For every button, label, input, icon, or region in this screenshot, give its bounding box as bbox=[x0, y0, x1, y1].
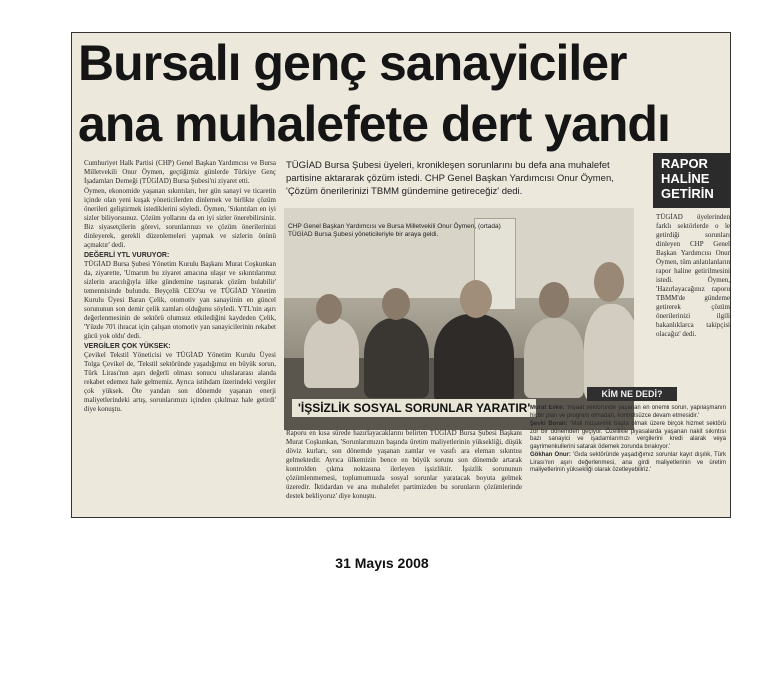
article-subheading: DEĞERLİ YTL VURUYOR: bbox=[84, 252, 170, 259]
quote-text: 'Mali müşavirlik başta olmak üzere birçok hizmet sektörü zor bir dönemden geçiyor. Özellikle piyasalarda yaşanan nakit sıkıntısı bazı sanayici ve işadamlarımızı vergilerini kredi alarak veya gayrimenkullerini satarak ödemek zorunda bırakıyor.' bbox=[530, 421, 726, 450]
article-lead: TÜGİAD Bursa Şubesi üyeleri, kronikleşen sorunlarını bu defa ana muhalefet partisine aktararak çözüm istedi. CHP Genel Başkan Yardımcısı Onur Öymen, 'Çözüm önerilerinizi TBMM gündemine getireceğiz' dedi. bbox=[286, 160, 614, 197]
photo-person bbox=[364, 318, 429, 398]
rapor-line-3: GETİRİN bbox=[661, 186, 714, 201]
photo-head bbox=[460, 280, 492, 318]
newspaper-clipping bbox=[71, 32, 731, 518]
quote-speaker: Murat Evke: bbox=[530, 405, 565, 411]
photo-wall bbox=[284, 208, 634, 298]
article-paragraph: TÜGİAD Bursa Şubesi Yönetim Kurulu Başkanı Murat Coşkunkan da, ziyarette, 'Umarım bu ziyaret amacına ulaşır ve sıkıntılarımız sizlerin aracılığıyla ülke gündemine taşınarak çözüm bulabilir' temennisinde bulundu. Beyçelik CEO'su ve TÜGİAD Yönetim Kurulu Üyesi Baran Çelik, otomotiv yan sanayiinin en güncel sorununun son demir çelik zamları olduğunu söyledi. YTL'nin aşırı değerlenmesinin de sektörü olumsuz etkilediğini kaydeden Çelik, 'Yüzde 70'i ihracat için çalışan otomotiv yan sanayicilerinin rekabet gücü yok oldu' dedi. bbox=[84, 260, 276, 340]
quote-text: 'İnşaat sektöründe yaşanan en önemli sorun, yapılaşmanın hiçbir plan ve program olmadan, kontrolsüzce devam etmesidir.' bbox=[530, 405, 726, 419]
kim-ne-dedi-title: KİM NE DEDİ? bbox=[587, 387, 677, 401]
quote-speaker: Şevki Boran: bbox=[530, 421, 568, 427]
photo-person bbox=[304, 318, 359, 388]
quote-text: 'Gıda sektöründe yaşadığımız sorunlar kayıt dışılık, Türk Lirası'nın aşırı değerlenmesi, ana girdi maliyetlerinin ve üretim maliyetlerinin yüksekliği olarak özetleyebiliriz.' bbox=[530, 452, 726, 473]
quote-item bbox=[530, 452, 726, 475]
pull-quote: 'İŞSİZLİK SOSYAL SORUNLAR YARATIR' bbox=[292, 399, 536, 417]
rapor-line-1: RAPOR bbox=[661, 156, 708, 171]
quote-item bbox=[530, 421, 726, 451]
photo-person bbox=[584, 304, 634, 400]
news-photo bbox=[284, 208, 634, 430]
photo-head bbox=[594, 262, 624, 302]
rapor-line-2: HALİNE bbox=[661, 171, 710, 186]
kim-ne-dedi-box bbox=[530, 405, 726, 513]
article-mid-column: Raporu en kısa sürede hazırlayacaklarını belirten TÜGİAD Bursa Şubesi Başkanı Murat Coşkunkan, 'Sorunlarımızın başında üretim maliyetlerinin yüksekliği, düşük döviz kurları, son dönemde yaşanan zamlar ve vasıfı ara eleman sıkıntısı gelmektedir. Ayrıca ülkemizin bence en büyük sorunu son dönemde artarak kontrolden çıkma noktasına ilerleyen işsizliktir. İşsizlik sorununun çözümlenmemesi, toplumumuzda sosyal sorunlar yaratacak boyuta gelmek üzeredir. İktidardan ve ana muhalefet partimizden bu sorunların çözümlerinde destek bekliyoruz' diye konuştu. bbox=[286, 429, 522, 500]
photo-caption: CHP Genel Başkan Yardımcısı ve Bursa Milletvekili Onur Öymen, (ortada) TÜGİAD Bursa Şubesi yöneticileriyle bir araya geldi. bbox=[288, 223, 501, 238]
article-paragraph: Öymen, ekonomide yaşanan sıkıntıları, her gün sanayi ve ticaretin içinde olan yeni kuşak yöneticilerden dinlemek ve birlikte çözüm önerileri geliştirmek istediklerini söyledi. Öymen, 'Sıkıntıları en iyi sizler biliyorsunuz. Çözüm yollarını da en iyi sizler önerebilirsiniz. Biz siyasetçilerin görevi, sorunlarınızı ve çözüm önerilerinizi dinleyerek, gerekli düzenlemeleri yapmak ve sizlerin önünü açmaktır' dedi. bbox=[84, 187, 276, 249]
rapor-box bbox=[653, 153, 731, 208]
photo-head bbox=[539, 282, 569, 318]
headline-line-1: Bursalı genç sanayiciler bbox=[78, 35, 627, 91]
article-paragraph: Çevikel Tekstil Yöneticisi ve TÜGİAD Yönetim Kurulu Üyesi Tolga Çevikel de, 'Tekstil sektöründe yaşadığımız en büyük sorun, Türk Lirası'nın aşırı değerli olması sonucu uluslararası alanda rekabet edemez hale gelmemiz. Ayrıca istihdam üzerindeki vergiler çok yüksek. Öte yandan son dönemde yaşanan enerji maliyetlerindeki artış, sorunlarımızı içinden çıkılmaz hale getirdi' diye konuştu. bbox=[84, 351, 276, 413]
footer-date: 31 Mayıs 2008 bbox=[335, 555, 429, 571]
article-left-column bbox=[84, 159, 276, 511]
photo-person bbox=[524, 318, 584, 398]
photo-head bbox=[382, 288, 410, 320]
quote-speaker: Gökhan Onur: bbox=[530, 452, 571, 458]
article-right-column: TÜGİAD üyelerinden farklı sektörlerde o le getirdiği sorunları dinleyen CHP Genel Başkan Yardımcısı Onur Öymen, tüm anlatılanların rapor haline getirilmesini istedi. Öymen, 'Hazırlayacağınız raporu TBMM'de gündeme getirerek çözüm önerilerinizi ilgili bakanlıklarca takipçisi olacağız' dedi. bbox=[656, 213, 730, 338]
article-subheading: VERGİLER ÇOK YÜKSEK: bbox=[84, 343, 171, 350]
article-paragraph: Cumhuriyet Halk Partisi (CHP) Genel Başkan Yardımcısı ve Bursa Milletvekili Onur Öymen, geçtiğimiz günlerde Türkiye Genç İşadamları Derneği (TÜGİAD) Bursa Şubesi'ni ziyaret etti. bbox=[84, 159, 276, 185]
photo-person bbox=[434, 314, 514, 404]
headline-line-2: ana muhalefete dert yandı bbox=[78, 96, 670, 152]
photo-head bbox=[316, 294, 342, 324]
